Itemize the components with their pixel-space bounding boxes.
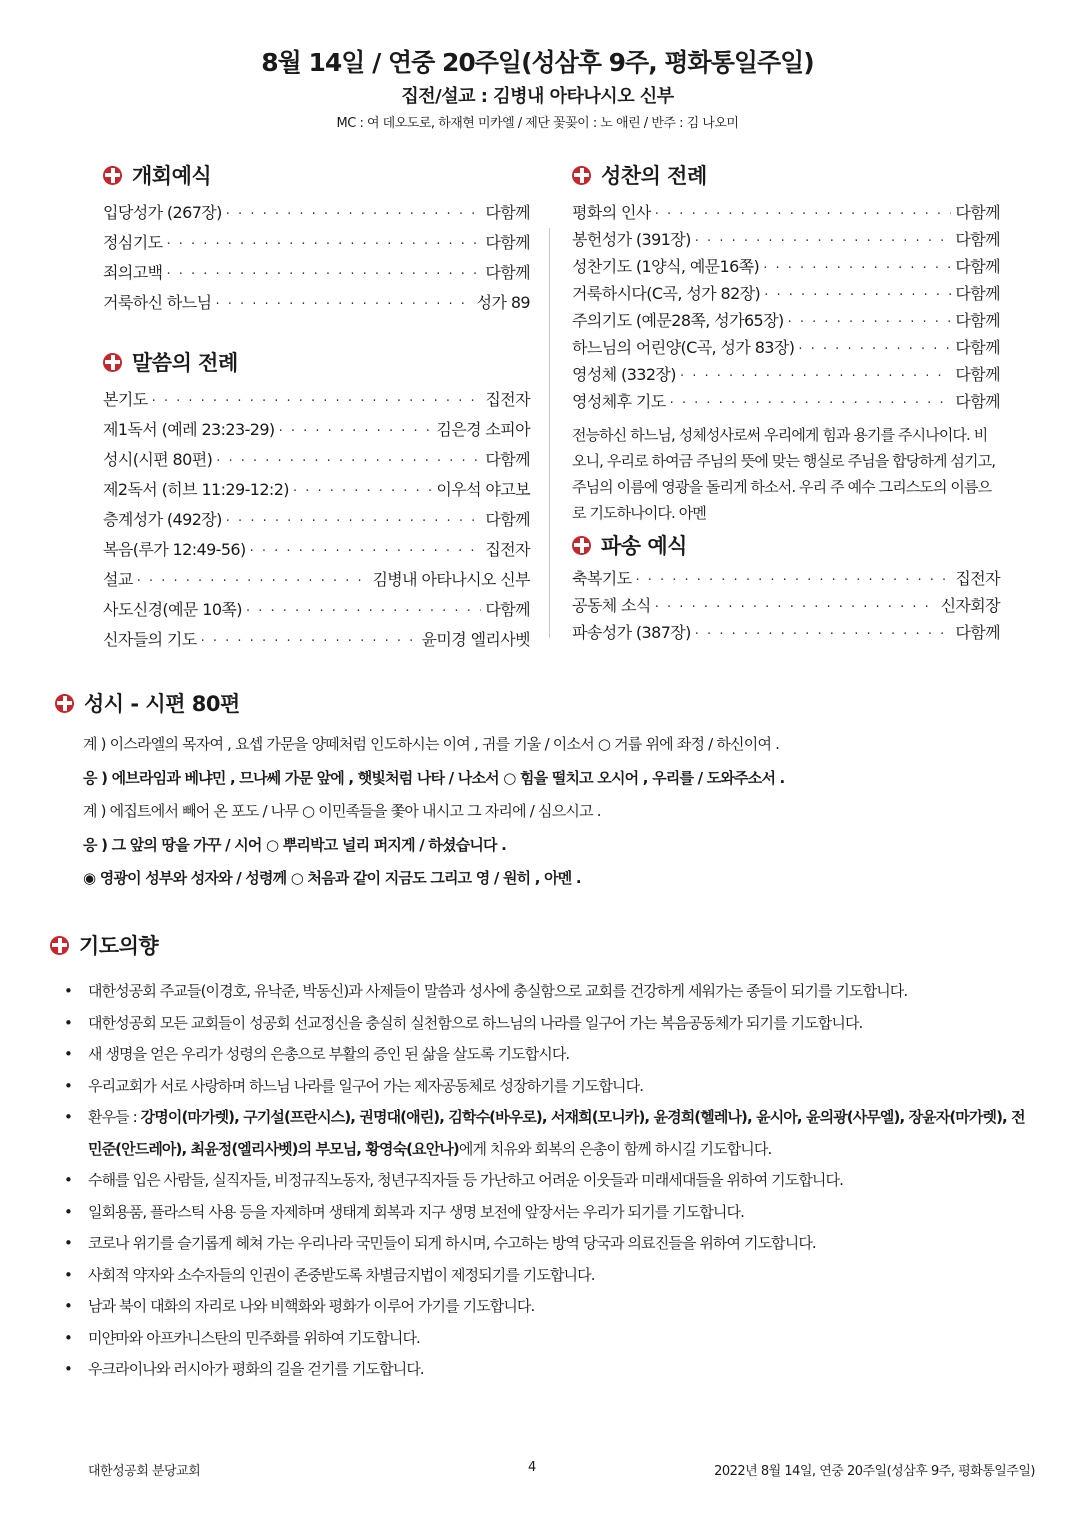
bulletin-header [0,44,1075,135]
page-title: 8월 14일 / 연중 20주일(성삼후 9주, 평화통일주일) [261,48,814,77]
leader-dots [152,394,482,409]
leader-dots [137,574,369,589]
order-row: 성시(시편 80편) · · · 다함께 [103,447,530,477]
cross-icon [572,536,591,555]
leader-dots [166,267,481,282]
order-row: 정심기도 · · · 다함께 [103,230,530,260]
leader-dots [680,369,951,384]
leader-dots [655,207,952,222]
leader-dots [246,604,481,619]
list-item: • 수해를 입은 사람들, 실직자들, 비정규직노동자, 청년구직자들 등 가난하고 어려운 이웃들과 미래세대들을 위하여 기도합니다. [64,1171,843,1189]
right-column [572,160,1000,647]
cross-icon [55,694,74,713]
section-eucharist-title: 성찬의 전례 [572,160,1000,190]
list-item: • 코로나 위기를 슬기롭게 헤쳐 가는 우리나라 국민들이 되게 하시며, 수고하는 방역 당국과 의료진들을 위하여 기도합니다. [64,1234,816,1252]
cross-icon [103,166,122,185]
leader-dots [250,544,482,559]
cross-icon [50,936,69,955]
leader-dots [635,573,951,588]
footer-page-number: 4 [528,1460,536,1475]
psalm-line-response: 응 ) 그 앞의 땅을 가꾸 / 시어 ○ 뿌리박고 널리 퍼지게 / 하셨습니다 . [83,835,507,854]
leader-dots [695,234,952,249]
leader-dots [215,297,472,312]
leader-dots [788,315,952,330]
column-divider [549,228,550,638]
psalm-line-leader: 계 ) 에집트에서 빼어 온 포도 / 나무 ○ 이민족들을 쫓아 내시고 그 자리에 / 심으시고 . [83,802,601,820]
leader-dots [695,627,952,642]
intentions-list [64,976,1025,1386]
sick-names: 강명이(마가렛), 구기설(프란시스), 권명대(애린), 김학수(바우로), 서재희(모니카), 윤경희(헬레나), 윤시아, 윤의광(사무엘), 장윤자(마가렛), 전민준(안드레아), 최윤정(엘리사벳)의 부모님, 황영숙(요안나) [88,1108,1025,1158]
order-row: 봉헌성가 (391장) · · · 다함께 [572,227,1000,254]
post-communion-prayer: 전능하신 하느님, 성체성사로써 우리에게 힘과 용기를 주시나이다. 비오니, 우리로 하여금 주님의 뜻에 맞는 행실로 주님을 합당하게 섬기고, 주님의 이름에 영광을 돌리게 하소서. 우리 주 예수 그리스도의 이름으로 기도하나이다. 아멘 [572,426,996,522]
cross-icon [103,353,122,372]
footer-church: 대한성공회 분당교회 [88,1464,201,1479]
leader-dots [293,484,432,499]
list-item: • 우크라이나와 러시아가 평화의 길을 걷기를 기도합니다. [64,1360,424,1378]
order-row: 설교 · · · 김병내 아타나시오 신부 [103,567,530,597]
order-row: 축복기도 · · · 집전자 [572,566,1000,593]
order-row: 파송성가 (387장) · · · 다함께 [572,620,1000,647]
left-column [103,160,530,657]
psalm-line-response: 응 ) 에브라임과 베냐민 , 므나쎄 가문 앞에 , 햇빛처럼 나타 / 나소서 ○ 힘을 떨치고 오시어 , 우리를 / 도와주소서 . [83,768,785,787]
list-item-sick: • 환우들 : 강명이(마가렛), 구기설(프란시스), 권명대(애린), 김학수(바우로), 서재희(모니카), 윤경희(헬레나), 윤시아, 윤의광(사무엘), 장윤자(마가렛), 전민준(안드레아), 최윤정(엘리사벳)의 부모님, 황영숙(요안나)에게 치유와 회복의 은총이 함께 하시길 기도합니다. [64,1108,1025,1158]
section-word-title: 말씀의 전례 [103,347,530,377]
order-row: 입당성가 (267장) · · · 다함께 [103,200,530,230]
psalm-lines [83,732,1015,900]
order-row: 하느님의 어린양(C곡, 성가 83장) · · · 다함께 [572,335,1000,362]
list-item: • 일회용품, 플라스틱 사용 등을 자제하며 생태계 회복과 지구 생명 보전에 앞장서는 우리가 되기를 기도합니다. [64,1202,744,1221]
eucharist-rows [572,200,1000,416]
order-row: 평화의 인사 · · · 다함께 [572,200,1000,227]
leader-dots [226,514,482,529]
order-row: 신자들의 기도 · · · 윤미경 엘리사벳 [103,627,530,657]
leader-dots [763,261,951,276]
order-row: 공동체 소식 · · · 신자회장 [572,593,1000,620]
leader-dots [798,342,951,357]
order-row: 주의기도 (예문28쪽, 성가65장) · · · 다함께 [572,308,1000,335]
leader-dots [764,288,951,303]
order-row: 영성체 (332장) · · · 다함께 [572,362,1000,389]
footer-date: 2022년 8월 14일, 연중 20주일(성삼후 9주, 평화통일주일) [714,1464,1035,1479]
list-item: • 미얀마와 아프카니스탄의 민주화를 위하여 기도합니다. [64,1328,420,1347]
order-row: 사도신경(예문 10쪽) · · · 다함께 [103,597,530,627]
leader-dots [670,396,952,411]
list-item: • 대한성공회 모든 교회들이 성공회 선교정신을 충실히 실천함으로 하느님의 나라를 일구어 가는 복음공동체가 되기를 기도합니다. [64,1013,863,1032]
leader-dots [201,634,418,649]
order-row: 본기도 · · · 집전자 [103,387,530,417]
section-dismissal-title: 파송 예식 [572,530,1000,560]
order-row: 제1독서 (예레 23:23-29) · · · 김은경 소피아 [103,417,530,447]
order-row: 거룩하신 하느님 · · · 성가 89 [103,290,530,320]
leader-dots [279,424,433,439]
section-opening-title: 개회예식 [103,160,530,190]
list-item: • 대한성공회 주교들(이경호, 유낙준, 박동신)과 사제들이 말씀과 성사에 충실함으로 교회를 건강하게 세워가는 종들이 되기를 기도합니다. [64,982,908,1000]
order-row: 층계성가 (492장) · · · 다함께 [103,507,530,537]
order-row: 죄의고백 · · · 다함께 [103,260,530,290]
list-item: • 새 생명을 얻은 우리가 성령의 은총으로 부활의 증인 된 삶을 살도록 기도합시다. [64,1045,570,1063]
section-intentions-title: 기도의향 [50,930,1025,960]
opening-rows [103,200,530,320]
order-row: 영성체후 기도 · · · 다함께 [572,389,1000,416]
leader-dots [166,237,481,252]
leader-dots [226,207,482,222]
order-row: 제2독서 (히브 11:29-12:2) · · · 이우석 야고보 [103,477,530,507]
order-row: 성찬기도 (1양식, 예문16쪽) · · · 다함께 [572,254,1000,281]
list-item: • 남과 북이 대화의 자리로 나와 비핵화와 평화가 이루어 가기를 기도합니다. [64,1297,535,1315]
cross-icon [572,166,591,185]
list-item: • 우리교회가 서로 사랑하며 하느님 나라를 일구어 가는 제자공동체로 성장하기를 기도합니다. [64,1076,644,1095]
word-rows [103,387,530,657]
dismissal-rows [572,566,1000,647]
section-psalm-title: 성시 - 시편 80편 [55,688,1015,718]
psalm-line-leader: 계 ) 이스라엘의 목자여 , 요셉 가문을 양떼처럼 인도하시는 이여 , 귀를 기울 / 이소서 ○ 거룹 위에 좌정 / 하신이여 . [83,735,780,753]
preacher-line: 집전/설교 : 김병내 아타나시오 신부 [401,86,674,107]
roles-line: MC : 여 데오도로, 하재현 미카엘 / 제단 꽃꽂이 : 노 애린 / 반주 : 김 나오미 [336,116,739,131]
psalm-line-gloria: ◉ 영광이 성부와 성자와 / 성령께 ○ 처음과 같이 지금도 그리고 영 / 원히 , 아멘 . [83,869,581,887]
list-item: • 사회적 약자와 소수자들의 인권이 존중받도록 차별금지법이 제정되기를 기도합니다. [64,1265,595,1284]
psalm-section [55,688,1015,900]
intentions-section [50,930,1025,1386]
leader-dots [216,454,481,469]
order-row: 거룩하시다(C곡, 성가 82장) · · · 다함께 [572,281,1000,308]
leader-dots [655,600,937,615]
order-row: 복음(루가 12:49-56) · · · 집전자 [103,537,530,567]
